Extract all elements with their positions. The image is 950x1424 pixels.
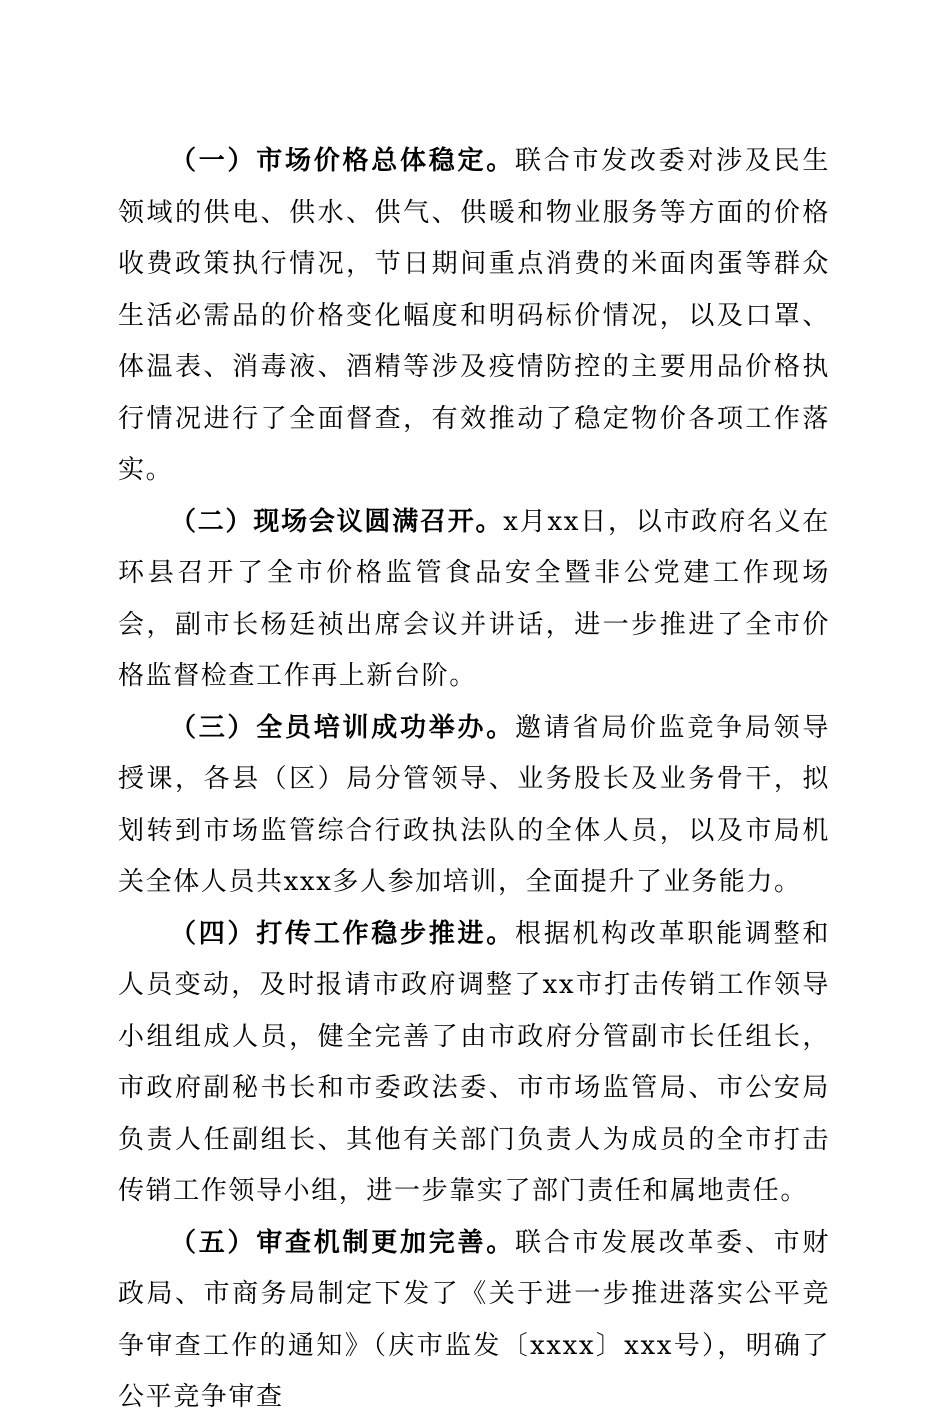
paragraph-heading: （三）全员培训成功举办。 xyxy=(170,712,515,743)
paragraph-text: 根据机构改革职能调整和人员变动，及时报请市政府调整了xx市打击传销工作领导小组组成人员，健全完善了由市政府分管副市长任组长，市政府副秘书长和市委政法委、市市场监管局、市公安局负责人任副组长、其他有关部门负责人为成员的全市打击传销工作领导小组，进一步靠实了部门责任和属地责任。 xyxy=(118,918,831,1206)
document-body xyxy=(118,136,830,1424)
paragraph-onsite-meeting xyxy=(118,497,830,703)
paragraph-anti-pyramid xyxy=(118,909,830,1218)
paragraph-heading: （一）市场价格总体稳定。 xyxy=(170,146,515,176)
paragraph-text: x月xx日，以市政府名义在环县召开了全市价格监管食品安全暨非公党建工作现场会，副市长杨廷祯出席会议并讲话，进一步推进了全市价格监督检查工作再上新台阶。 xyxy=(118,506,830,691)
paragraph-heading: （四）打传工作稳步推进。 xyxy=(170,918,515,949)
paragraph-review-mechanism xyxy=(118,1218,830,1424)
paragraph-heading: （二）现场会议圆满召开。 xyxy=(170,506,504,537)
paragraph-market-price xyxy=(118,136,830,497)
paragraph-text: 联合市发展改革委、市财政局、市商务局制定下发了《关于进一步推进落实公平竞争审查工作的通知》（庆市监发〔xxxx〕xxx号），明确了公平竞争审查 xyxy=(118,1227,831,1412)
paragraph-staff-training xyxy=(118,703,830,909)
paragraph-text: 邀请省局价监竞争局领导授课，各县（区）局分管领导、业务股长及业务骨干，拟划转到市场监管综合行政执法队的全体人员，以及市局机关全体人员共xxx多人参加培训，全面提升了业务能力。 xyxy=(118,712,831,897)
paragraph-heading: （五）审查机制更加完善。 xyxy=(170,1227,515,1258)
paragraph-text: 联合市发改委对涉及民生领域的供电、供水、供气、供暖和物业服务等方面的价格收费政策执行情况，节日期间重点消费的米面肉蛋等群众生活必需品的价格变化幅度和明码标价情况，以及口罩、体温表、消毒液、酒精等涉及疫情防控的主要用品价格执行情况进行了全面督查，有效推动了稳定物价各项工作落实。 xyxy=(118,146,831,485)
